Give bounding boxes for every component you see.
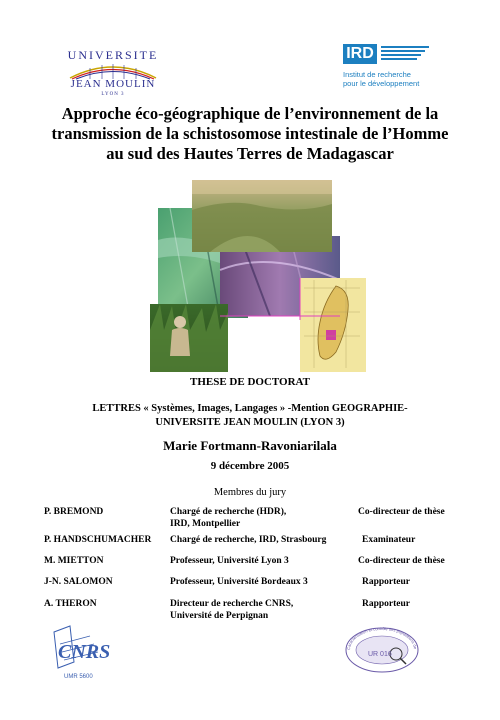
jury-title-line2: IRD, Montpellier xyxy=(170,519,241,529)
jury-title-line2: Université de Perpignan xyxy=(170,611,269,621)
jury-title-line1: Chargé de recherche (HDR), xyxy=(170,507,287,517)
jury-name: A. THERON xyxy=(44,599,97,609)
discipline-line2: UNIVERSITE JEAN MOULIN (LYON 3) xyxy=(155,417,345,428)
jury-role: Co-directeur de thèse xyxy=(358,556,445,566)
ird-logo-name: IRD xyxy=(343,44,377,64)
ird-logo-stripes xyxy=(381,46,429,62)
jury-title xyxy=(170,534,360,546)
ur016-code: UR 016 xyxy=(368,651,392,658)
jury-role: Rapporteur xyxy=(362,577,411,587)
jury-name: M. MIETTON xyxy=(44,556,104,566)
ur016-ring-text: Caractérisation et contrôle des populations de xyxy=(345,625,418,651)
title-line: transmission de la schistosomose intestinale de l’Homme xyxy=(51,124,449,143)
title-line: au sud des Hautes Terres de Madagascar xyxy=(106,144,394,163)
ur016-logo-graphic xyxy=(340,624,424,674)
ujm-logo-line1: UNIVERSITE xyxy=(67,48,159,62)
ird-logo-tagline xyxy=(343,70,435,88)
jury-title xyxy=(170,506,360,530)
jury-title xyxy=(170,576,360,588)
document-title xyxy=(10,104,490,164)
jury-name: P. BREMOND xyxy=(44,507,104,517)
ird-tagline-line1: Institut de recherche xyxy=(343,70,411,79)
defense-date: 9 décembre 2005 xyxy=(210,460,290,472)
ur016-logo xyxy=(340,624,424,674)
cnrs-logo-graphic xyxy=(50,622,110,684)
author-name: Marie Fortmann-Ravoniarilala xyxy=(163,438,337,453)
universite-jean-moulin-logo xyxy=(62,48,164,106)
ujm-logo-line2: JEAN MOULIN xyxy=(70,78,156,90)
cnrs-logo-name: CNRS xyxy=(58,641,110,663)
thesis-type: THESE DE DOCTORAT xyxy=(189,376,310,388)
discipline-line1: LETTRES « Systèmes, Images, Langages » -Mention GEOGRAPHIE- xyxy=(92,403,408,414)
cover-photo-collage xyxy=(150,180,372,372)
jury-title-line1: Professeur, Université Lyon 3 xyxy=(170,556,289,566)
jury-title xyxy=(170,555,360,567)
jury-heading: Membres du jury xyxy=(213,487,287,498)
ird-tagline-line2: pour le développement xyxy=(343,79,420,88)
jury-title-line1: Professeur, Université Bordeaux 3 xyxy=(170,577,308,587)
jury-role: Co-directeur de thèse xyxy=(358,507,445,517)
discipline xyxy=(0,402,500,430)
jury-title-line1: Directeur de recherche CNRS, xyxy=(170,599,294,609)
jury-name: J-N. SALOMON xyxy=(44,577,113,587)
jury-name: P. HANDSCHUMACHER xyxy=(44,535,152,545)
ujm-logo-line3: LYON 3 xyxy=(101,92,125,97)
jury-role: Rapporteur xyxy=(362,599,411,609)
jury-role: Examinateur xyxy=(362,535,416,545)
cnrs-logo xyxy=(50,622,110,684)
jury-title xyxy=(170,598,360,622)
cnrs-logo-unit: UMR 5600 xyxy=(64,674,93,680)
collage-image xyxy=(150,180,372,372)
title-line: Approche éco-géographique de l’environnement de la xyxy=(61,104,439,123)
ird-logo xyxy=(343,44,435,94)
jury-title-line1: Chargé de recherche, IRD, Strasbourg xyxy=(170,535,327,545)
